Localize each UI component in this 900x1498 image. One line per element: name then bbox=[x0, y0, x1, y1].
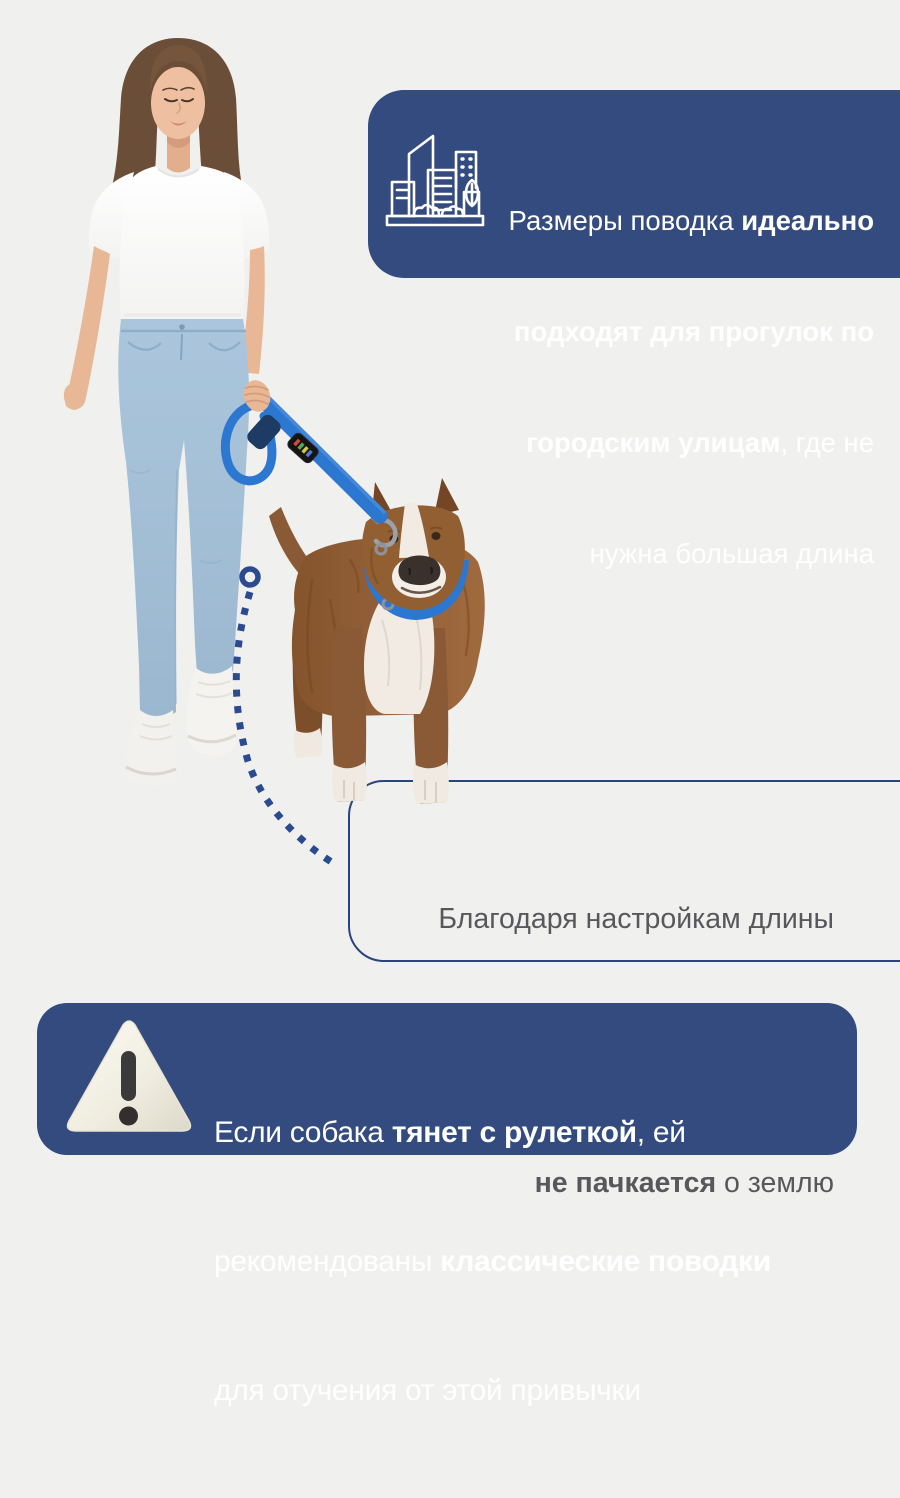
text-segment: , ей bbox=[636, 1116, 686, 1149]
text-segment-bold: идеально bbox=[741, 205, 874, 236]
text-segment: для отучения от этой привычки bbox=[214, 1374, 641, 1407]
text-segment: нужна большая длина bbox=[589, 538, 874, 569]
text-segment: о землю bbox=[716, 1167, 834, 1199]
text-line bbox=[214, 1369, 771, 1412]
text-segment-bold: подходят для прогулок по bbox=[513, 316, 874, 347]
text-segment: рекомендованы bbox=[214, 1245, 441, 1278]
text-line bbox=[214, 1240, 771, 1283]
text-segment: Благодаря настройкам длины bbox=[438, 903, 834, 935]
text-segment-bold: классические поводки bbox=[440, 1245, 771, 1278]
text-segment-bold: тянет с рулеткой bbox=[391, 1116, 637, 1149]
text-segment: Размеры поводка bbox=[508, 205, 742, 236]
text-segment: Если собака bbox=[214, 1116, 392, 1149]
connector-dot-origin bbox=[242, 569, 258, 585]
text-segment: , где не bbox=[780, 427, 874, 458]
dog-figure bbox=[269, 478, 485, 804]
text-segment-bold: городским улицам bbox=[526, 427, 781, 458]
text-segment-bold: не пачкается bbox=[534, 1167, 717, 1199]
